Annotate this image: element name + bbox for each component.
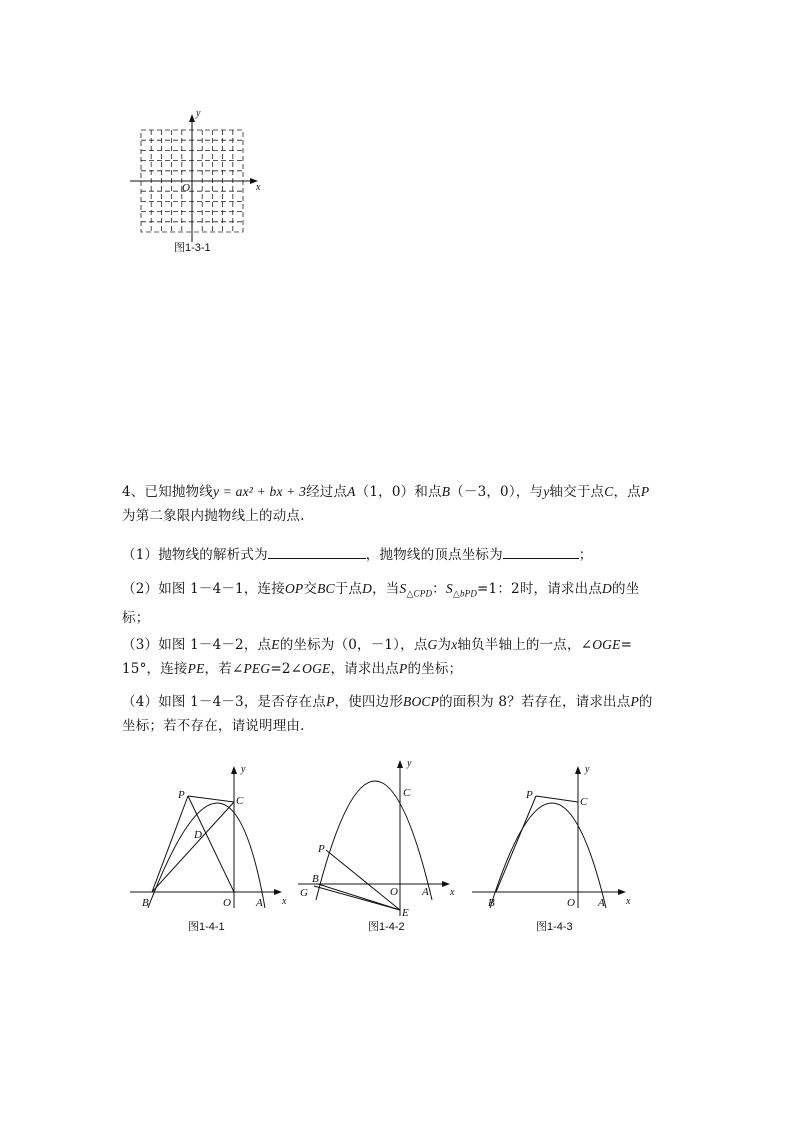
parabola-equation: y = ax² + bx + 3 bbox=[213, 484, 307, 499]
segment-BE bbox=[318, 884, 400, 910]
y-axis-label: y bbox=[407, 758, 412, 769]
parabola bbox=[316, 781, 432, 900]
answer-blank-equation[interactable] bbox=[268, 544, 366, 559]
label-P: P bbox=[318, 843, 325, 855]
figure-caption: 图1-4-2 bbox=[368, 921, 405, 933]
problem-4 bbox=[122, 480, 678, 528]
label-D: D bbox=[194, 829, 202, 841]
segment-BC bbox=[152, 802, 234, 892]
label-C: C bbox=[403, 787, 411, 799]
label-B: B bbox=[312, 873, 319, 885]
question-4: （4）如图 1－4－3，是否存在点P，使四边形BOCP的面积为 8？若存在，请求出点P的 坐标；若不存在，请说明理由. bbox=[122, 694, 653, 734]
figure-caption: 图1-4-1 bbox=[188, 921, 225, 933]
question-3: （3）如图 1－4－2，点E的坐标为（0，－1），点G为x轴负半轴上的一点，∠OGE= 15°，连接PE，若∠PEG=2∠OGE，请求出点P的坐标； bbox=[122, 637, 633, 677]
segment-OP bbox=[188, 796, 234, 892]
x-axis-label: x bbox=[256, 182, 261, 193]
label-P: P bbox=[178, 789, 185, 801]
x-axis-label: x bbox=[450, 887, 455, 898]
segment-BP bbox=[496, 796, 536, 892]
origin-label: O bbox=[182, 182, 190, 194]
intro-line-2: 为第二象限内抛物线上的动点. bbox=[122, 508, 305, 524]
figure-1-4-3 bbox=[470, 758, 640, 938]
label-O: O bbox=[223, 897, 231, 909]
y-axis-label: y bbox=[585, 764, 590, 775]
label-A: A bbox=[598, 897, 605, 909]
y-axis-label: y bbox=[241, 764, 246, 775]
axes bbox=[472, 766, 626, 908]
label-A: A bbox=[256, 897, 263, 909]
label-P: P bbox=[526, 789, 533, 801]
figure-caption: 图1-4-3 bbox=[536, 921, 573, 933]
segment-PC bbox=[536, 796, 578, 802]
answer-blank-vertex[interactable] bbox=[503, 544, 579, 559]
label-O: O bbox=[567, 897, 575, 909]
axes bbox=[130, 766, 282, 908]
label-A: A bbox=[422, 886, 429, 898]
x-axis-label: x bbox=[282, 896, 287, 907]
label-O: O bbox=[390, 886, 398, 898]
label-B: B bbox=[488, 897, 495, 909]
figure-1-3-1 bbox=[120, 104, 270, 256]
figure-1-4-1 bbox=[128, 758, 298, 938]
question-2: （2）如图 1－4－1，连接OP交BC于点D，当$S_{\triangle CPD}$：$S_{\triangle bPD}=1$：2时，请求出点D的坐 标； bbox=[122, 581, 640, 626]
label-C: C bbox=[236, 795, 244, 807]
problem-number: 4、 bbox=[122, 484, 145, 500]
segment-BP bbox=[152, 796, 188, 892]
label-G: G bbox=[300, 887, 308, 899]
intro-line-1: 4、已知抛物线y = ax² + bx + 3经过点A（1，0）和点B（－3，0），与y轴交于点C，点P bbox=[122, 484, 650, 500]
label-C: C bbox=[580, 796, 588, 808]
segment-PE bbox=[326, 850, 400, 910]
label-B: B bbox=[142, 897, 149, 909]
axes bbox=[130, 114, 258, 242]
figure-1-4-2 bbox=[296, 752, 466, 938]
question-1: （1）抛物线的解析式为 ，抛物线的顶点坐标为 ； bbox=[122, 543, 678, 567]
figure-caption: 图1-3-1 bbox=[174, 242, 211, 254]
segment-PC bbox=[188, 796, 234, 802]
label-E: E bbox=[402, 907, 409, 919]
y-axis-label: y bbox=[196, 108, 201, 119]
x-axis-label: x bbox=[626, 896, 631, 907]
